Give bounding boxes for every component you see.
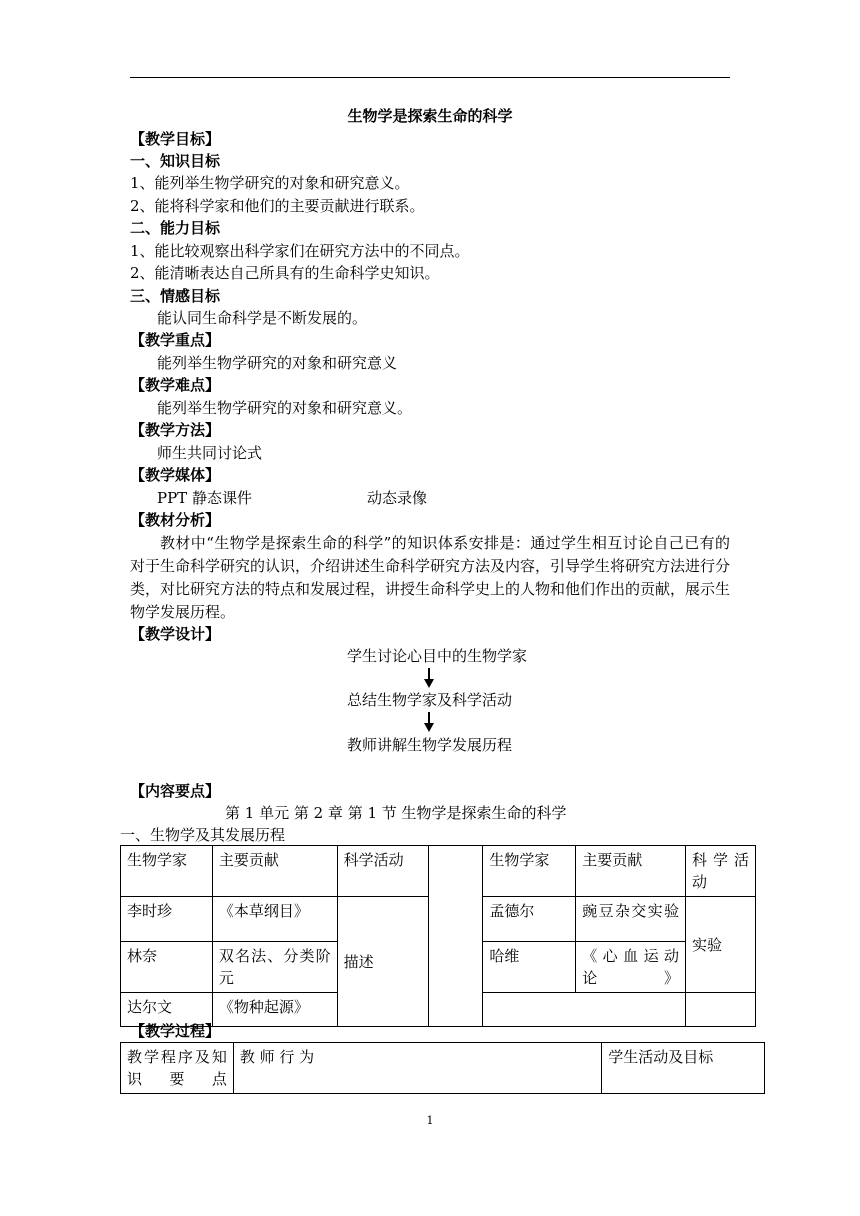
header-activity: 科学活动 [337, 846, 429, 897]
knowledge-item-1: 1、能列举生物学研究的对象和研究意义。 [130, 174, 410, 192]
flow-step-3: 教师讲解生物学发展历程 [347, 736, 513, 754]
knowledge-item-2: 2、能将科学家和他们的主要贡献进行联系。 [130, 197, 425, 215]
heading-design: 【教学设计】 [130, 625, 221, 643]
section-heading-1: 一、生物学及其发展历程 [120, 826, 286, 844]
scientist-contribution: 《心血运动论》 [576, 942, 686, 993]
scientist-contribution: 双名法、分类阶元 [212, 942, 337, 993]
header-scientist: 生物学家 [121, 846, 213, 897]
activity-describe: 描述 [337, 897, 429, 1027]
ability-item-2: 2、能清晰表达自己所具有的生命科学史知识。 [130, 264, 440, 282]
header-rule [130, 77, 730, 78]
heading-emotion: 三、情感目标 [130, 287, 221, 305]
scientists-table [120, 845, 756, 1027]
scientist-contribution: 《本草纲目》 [212, 897, 337, 942]
heading-process: 【教学过程】 [130, 1022, 221, 1040]
difficulties-text: 能列举生物学研究的对象和研究意义。 [157, 399, 413, 417]
scientist-name: 哈维 [483, 942, 576, 993]
process-table [120, 1042, 765, 1094]
empty-cell [483, 993, 686, 1027]
scientist-contribution: 豌豆杂交实验 [576, 897, 686, 942]
heading-analysis: 【教材分析】 [130, 511, 221, 529]
heading-goals: 【教学目标】 [130, 130, 221, 148]
scientist-name: 林奈 [121, 942, 213, 993]
page-title: 生物学是探索生命的科学 [347, 107, 513, 125]
ability-item-1: 1、能比较观察出科学家们在研究方法中的不同点。 [130, 242, 470, 260]
header-contribution: 主要贡献 [212, 846, 337, 897]
col-teacher: 教 师 行 为 [233, 1043, 601, 1094]
heading-difficulties: 【教学难点】 [130, 376, 221, 394]
heading-knowledge: 一、知识目标 [130, 152, 221, 170]
page-number: 1 [426, 1114, 434, 1127]
heading-media: 【教学媒体】 [130, 466, 221, 484]
flow-step-1: 学生讨论心目中的生物学家 [347, 647, 528, 665]
emotion-item: 能认同生命科学是不断发展的。 [157, 309, 368, 327]
media-video: 动态录像 [367, 489, 428, 507]
scientist-contribution: 《物种起源》 [212, 993, 337, 1027]
media-ppt: PPT 静态课件 [157, 489, 252, 507]
analysis-paragraph: 教材中“生物学是探索生命的科学”的知识体系安排是：通过学生相互讨论自己已有的对于生命科学研究的认识，介绍讲述生命科学研究方法及内容，引导学生将研究方法进行分类，对比研究方法的特点和发展过程，讲授生命科学史上的人物和他们作出的贡献，展示生物学发展历程。 [130, 534, 731, 621]
flow-step-2: 总结生物学家及科学活动 [347, 691, 513, 709]
heading-content: 【内容要点】 [130, 782, 221, 800]
col-student: 学生活动及目标 [602, 1043, 765, 1094]
heading-key-points: 【教学重点】 [130, 331, 221, 349]
col-program: 教学程序及知识要点 [121, 1043, 234, 1094]
heading-method: 【教学方法】 [130, 421, 221, 439]
heading-ability: 二、能力目标 [130, 219, 221, 237]
scientist-name: 达尔文 [121, 993, 213, 1027]
header-activity-2: 科 学 活动 [686, 846, 756, 897]
scientist-name: 李时珍 [121, 897, 213, 942]
blank-column [429, 846, 483, 1027]
activity-experiment: 实验 [686, 897, 756, 993]
header-scientist-2: 生物学家 [483, 846, 576, 897]
empty-cell [686, 993, 756, 1027]
header-contribution-2: 主要贡献 [576, 846, 686, 897]
scientist-name: 孟德尔 [483, 897, 576, 942]
key-points-text: 能列举生物学研究的对象和研究意义 [157, 354, 398, 372]
method-text: 师生共同讨论式 [157, 444, 263, 462]
chapter-line: 第 1 单元 第 2 章 第 1 节 生物学是探索生命的科学 [225, 804, 567, 822]
